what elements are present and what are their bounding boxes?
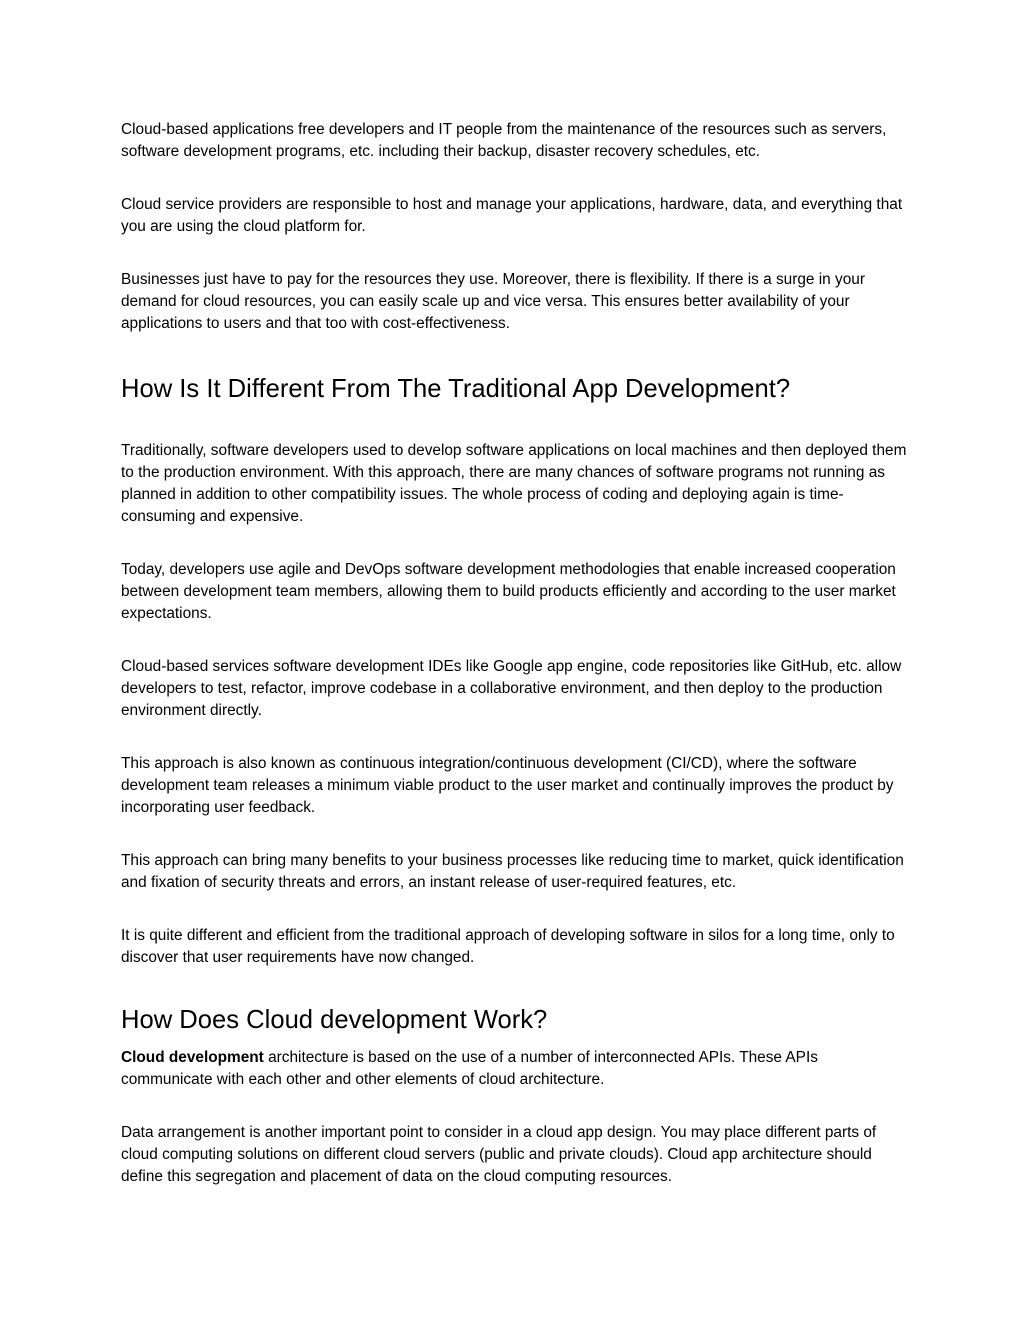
lead-bold-term: Cloud development bbox=[121, 1049, 264, 1066]
intro-paragraph-3: Businesses just have to pay for the resources they use. Moreover, there is flexibility. If there is a surge in your demand for cloud resources, you can easily scale up and vice versa. This ensures better availability of your applications to users and that too with cost-effectiveness. bbox=[121, 271, 865, 332]
section-heading-how-it-works: How Does Cloud development Work? bbox=[121, 1006, 548, 1034]
intro-paragraph-2: Cloud service providers are responsible to host and manage your applications, hardware, data, and everything that you are using the cloud platform for. bbox=[121, 196, 903, 235]
section-heading-difference: How Is It Different From The Traditional App Development? bbox=[121, 375, 791, 403]
section2-paragraph-1: Data arrangement is another important point to consider in a cloud app design. You may place different parts of cloud computing solutions on different cloud servers (public and private clouds). Cloud app architecture should define this segregation and placement of data on the cloud computing resources. bbox=[121, 1124, 877, 1185]
section1-paragraph-2: Today, developers use agile and DevOps software development methodologies that enable increased cooperation between development team members, allowing them to build products efficiently and according to the user market expectations. bbox=[121, 561, 896, 622]
section1-paragraph-4: This approach is also known as continuous integration/continuous development (CI/CD), where the software development team releases a minimum viable product to the user market and continually improves the product by incorporating user feedback. bbox=[121, 755, 894, 816]
lead-text: architecture is based on the use of a number of interconnected APIs. These APIs communicate with each other and other elements of cloud architecture. bbox=[121, 1049, 818, 1088]
section1-paragraph-1: Traditionally, software developers used to develop software applications on local machines and then deployed them to the production environment. With this approach, there are many chances of software programs not running as planned in addition to other compatibility issues. The whole process of coding and deploying again is time-consuming and expensive. bbox=[121, 442, 907, 525]
section1-paragraph-3: Cloud-based services software development IDEs like Google app engine, code repositories like GitHub, etc. allow developers to test, refactor, improve codebase in a collaborative environment, and then deploy to the production environment directly. bbox=[121, 658, 902, 719]
section2-lead-paragraph bbox=[121, 1047, 911, 1091]
document-page bbox=[121, 119, 911, 1188]
section1-paragraph-6: It is quite different and efficient from the traditional approach of developing software in silos for a long time, only to discover that user requirements have now changed. bbox=[121, 927, 895, 966]
section1-paragraph-5: This approach can bring many benefits to your business processes like reducing time to market, quick identification and fixation of security threats and errors, an instant release of user-required features, etc. bbox=[121, 852, 904, 891]
intro-paragraph-1: Cloud-based applications free developers and IT people from the maintenance of the resources such as servers, software development programs, etc. including their backup, disaster recovery schedules, etc. bbox=[121, 121, 887, 160]
